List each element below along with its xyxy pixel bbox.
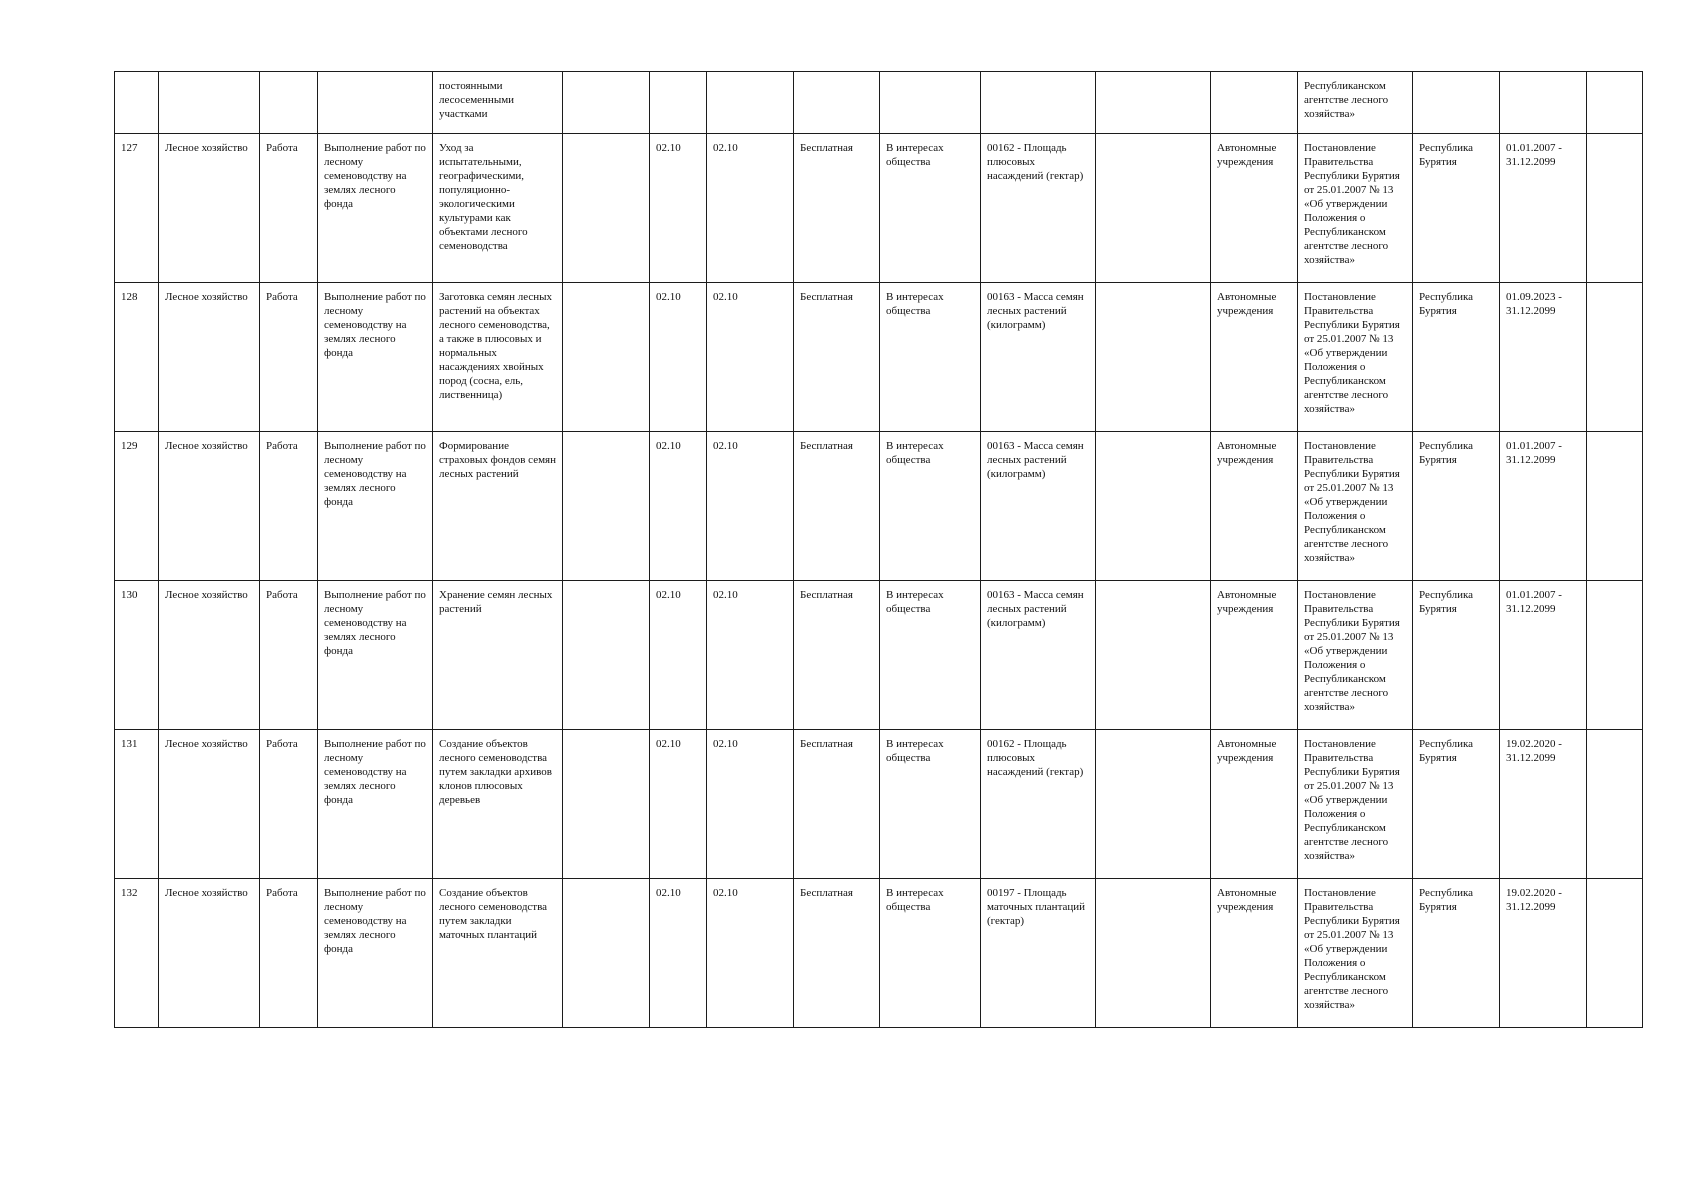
cell-indicator: 00162 - Площадь плюсовых насаждений (гектар) xyxy=(981,134,1096,283)
cell-region: Республика Бурятия xyxy=(1413,730,1500,879)
cell-name: Выполнение работ по лесному семеноводству на землях лесного фонда xyxy=(318,134,433,283)
cell-empty-6 xyxy=(563,879,650,1028)
cell-empty-12 xyxy=(1096,134,1211,283)
cell-code-1: 02.10 xyxy=(650,730,707,879)
cell-legal-act: Постановление Правительства Республики Бурятия от 25.01.2007 № 13 «Об утверждении Положения о Республиканском агентстве лесного хозяйства» xyxy=(1298,283,1413,432)
cell-number: 128 xyxy=(115,283,159,432)
cell-kind: Работа xyxy=(260,879,318,1028)
cell-payment: Бесплатная xyxy=(794,730,880,879)
cell-content: Создание объектов лесного семеноводства путем закладки архивов клонов плюсовых деревьев xyxy=(433,730,563,879)
cell-empty-12 xyxy=(1096,581,1211,730)
cell-empty-17 xyxy=(1587,581,1643,730)
cell-number: 127 xyxy=(115,134,159,283)
cell-kind: Работа xyxy=(260,134,318,283)
cell-indicator xyxy=(981,72,1096,134)
cell-region: Республика Бурятия xyxy=(1413,581,1500,730)
cell-code-2: 02.10 xyxy=(707,283,794,432)
table-row xyxy=(115,283,1643,432)
cell-kind: Работа xyxy=(260,730,318,879)
cell-indicator: 00163 - Масса семян лесных растений (килограмм) xyxy=(981,581,1096,730)
cell-sector: Лесное хозяйство xyxy=(159,581,260,730)
cell-region xyxy=(1413,72,1500,134)
cell-empty-6 xyxy=(563,72,650,134)
cell-consumers xyxy=(880,72,981,134)
cell-empty-6 xyxy=(563,730,650,879)
cell-consumers: В интересах общества xyxy=(880,581,981,730)
cell-institutions xyxy=(1211,72,1298,134)
cell-legal-act: Постановление Правительства Республики Бурятия от 25.01.2007 № 13 «Об утверждении Положения о Республиканском агентстве лесного хозяйства» xyxy=(1298,134,1413,283)
cell-code-1: 02.10 xyxy=(650,283,707,432)
cell-legal-act: Постановление Правительства Республики Бурятия от 25.01.2007 № 13 «Об утверждении Положения о Республиканском агентстве лесного хозяйства» xyxy=(1298,879,1413,1028)
cell-content: постоянными лесосеменными участками xyxy=(433,72,563,134)
cell-empty-12 xyxy=(1096,72,1211,134)
cell-empty-6 xyxy=(563,432,650,581)
cell-empty-17 xyxy=(1587,730,1643,879)
cell-period: 01.01.2007 - 31.12.2099 xyxy=(1500,581,1587,730)
cell-payment: Бесплатная xyxy=(794,283,880,432)
cell-institutions: Автономные учреждения xyxy=(1211,879,1298,1028)
cell-institutions: Автономные учреждения xyxy=(1211,134,1298,283)
cell-empty-17 xyxy=(1587,134,1643,283)
cell-period: 01.01.2007 - 31.12.2099 xyxy=(1500,134,1587,283)
cell-content: Формирование страховых фондов семян лесных растений xyxy=(433,432,563,581)
cell-empty-12 xyxy=(1096,432,1211,581)
cell-content: Хранение семян лесных растений xyxy=(433,581,563,730)
cell-sector: Лесное хозяйство xyxy=(159,730,260,879)
cell-region: Республика Бурятия xyxy=(1413,879,1500,1028)
cell-kind: Работа xyxy=(260,283,318,432)
cell-number: 132 xyxy=(115,879,159,1028)
cell-code-2: 02.10 xyxy=(707,581,794,730)
cell-code-1: 02.10 xyxy=(650,581,707,730)
cell-institutions: Автономные учреждения xyxy=(1211,283,1298,432)
cell-empty-12 xyxy=(1096,730,1211,879)
table-row xyxy=(115,134,1643,283)
cell-sector: Лесное хозяйство xyxy=(159,879,260,1028)
cell-name: Выполнение работ по лесному семеноводству на землях лесного фонда xyxy=(318,581,433,730)
cell-institutions: Автономные учреждения xyxy=(1211,432,1298,581)
cell-period: 01.09.2023 - 31.12.2099 xyxy=(1500,283,1587,432)
cell-kind: Работа xyxy=(260,581,318,730)
cell-payment: Бесплатная xyxy=(794,432,880,581)
cell-consumers: В интересах общества xyxy=(880,730,981,879)
cell-period xyxy=(1500,72,1587,134)
cell-consumers: В интересах общества xyxy=(880,432,981,581)
cell-sector: Лесное хозяйство xyxy=(159,283,260,432)
table-row xyxy=(115,581,1643,730)
cell-code-1 xyxy=(650,72,707,134)
cell-empty-17 xyxy=(1587,72,1643,134)
table-row xyxy=(115,72,1643,134)
cell-content: Уход за испытательными, географическими, популяционно-экологическими культурами как объектами лесного семеноводства xyxy=(433,134,563,283)
cell-institutions: Автономные учреждения xyxy=(1211,581,1298,730)
cell-indicator: 00163 - Масса семян лесных растений (килограмм) xyxy=(981,283,1096,432)
cell-empty-17 xyxy=(1587,432,1643,581)
cell-sector xyxy=(159,72,260,134)
cell-empty-17 xyxy=(1587,283,1643,432)
cell-consumers: В интересах общества xyxy=(880,879,981,1028)
cell-number: 130 xyxy=(115,581,159,730)
cell-indicator: 00162 - Площадь плюсовых насаждений (гектар) xyxy=(981,730,1096,879)
cell-code-2: 02.10 xyxy=(707,134,794,283)
cell-legal-act: Постановление Правительства Республики Бурятия от 25.01.2007 № 13 «Об утверждении Положения о Республиканском агентстве лесного хозяйства» xyxy=(1298,432,1413,581)
registry-body xyxy=(115,72,1643,1028)
cell-name: Выполнение работ по лесному семеноводству на землях лесного фонда xyxy=(318,432,433,581)
table-row xyxy=(115,879,1643,1028)
cell-legal-act: Постановление Правительства Республики Бурятия от 25.01.2007 № 13 «Об утверждении Положения о Республиканском агентстве лесного хозяйства» xyxy=(1298,581,1413,730)
cell-empty-17 xyxy=(1587,879,1643,1028)
cell-payment: Бесплатная xyxy=(794,879,880,1028)
cell-empty-6 xyxy=(563,283,650,432)
cell-payment xyxy=(794,72,880,134)
cell-empty-12 xyxy=(1096,879,1211,1028)
cell-code-2 xyxy=(707,72,794,134)
cell-period: 19.02.2020 - 31.12.2099 xyxy=(1500,879,1587,1028)
cell-institutions: Автономные учреждения xyxy=(1211,730,1298,879)
cell-number xyxy=(115,72,159,134)
cell-number: 129 xyxy=(115,432,159,581)
cell-region: Республика Бурятия xyxy=(1413,432,1500,581)
cell-region: Республика Бурятия xyxy=(1413,134,1500,283)
cell-code-2: 02.10 xyxy=(707,432,794,581)
cell-region: Республика Бурятия xyxy=(1413,283,1500,432)
cell-code-1: 02.10 xyxy=(650,432,707,581)
cell-indicator: 00197 - Площадь маточных плантаций (гектар) xyxy=(981,879,1096,1028)
table-row xyxy=(115,730,1643,879)
cell-name: Выполнение работ по лесному семеноводству на землях лесного фонда xyxy=(318,283,433,432)
cell-payment: Бесплатная xyxy=(794,134,880,283)
cell-period: 01.01.2007 - 31.12.2099 xyxy=(1500,432,1587,581)
cell-number: 131 xyxy=(115,730,159,879)
cell-name: Выполнение работ по лесному семеноводству на землях лесного фонда xyxy=(318,730,433,879)
cell-period: 19.02.2020 - 31.12.2099 xyxy=(1500,730,1587,879)
cell-name: Выполнение работ по лесному семеноводству на землях лесного фонда xyxy=(318,879,433,1028)
cell-code-1: 02.10 xyxy=(650,134,707,283)
cell-code-2: 02.10 xyxy=(707,730,794,879)
cell-payment: Бесплатная xyxy=(794,581,880,730)
cell-kind xyxy=(260,72,318,134)
cell-sector: Лесное хозяйство xyxy=(159,134,260,283)
cell-name xyxy=(318,72,433,134)
cell-sector: Лесное хозяйство xyxy=(159,432,260,581)
cell-code-2: 02.10 xyxy=(707,879,794,1028)
cell-empty-6 xyxy=(563,134,650,283)
cell-code-1: 02.10 xyxy=(650,879,707,1028)
cell-consumers: В интересах общества xyxy=(880,134,981,283)
table-row xyxy=(115,432,1643,581)
cell-content: Заготовка семян лесных растений на объектах лесного семеноводства, а также в плюсовых и нормальных насаждениях хвойных пород (сосна, ель, лиственница) xyxy=(433,283,563,432)
cell-legal-act: Постановление Правительства Республики Бурятия от 25.01.2007 № 13 «Об утверждении Положения о Республиканском агентстве лесного хозяйства» xyxy=(1298,730,1413,879)
cell-legal-act: Республиканском агентстве лесного хозяйства» xyxy=(1298,72,1413,134)
cell-empty-6 xyxy=(563,581,650,730)
cell-content: Создание объектов лесного семеноводства путем закладки маточных плантаций xyxy=(433,879,563,1028)
cell-kind: Работа xyxy=(260,432,318,581)
services-registry-table xyxy=(114,71,1643,1028)
cell-empty-12 xyxy=(1096,283,1211,432)
cell-indicator: 00163 - Масса семян лесных растений (килограмм) xyxy=(981,432,1096,581)
cell-consumers: В интересах общества xyxy=(880,283,981,432)
